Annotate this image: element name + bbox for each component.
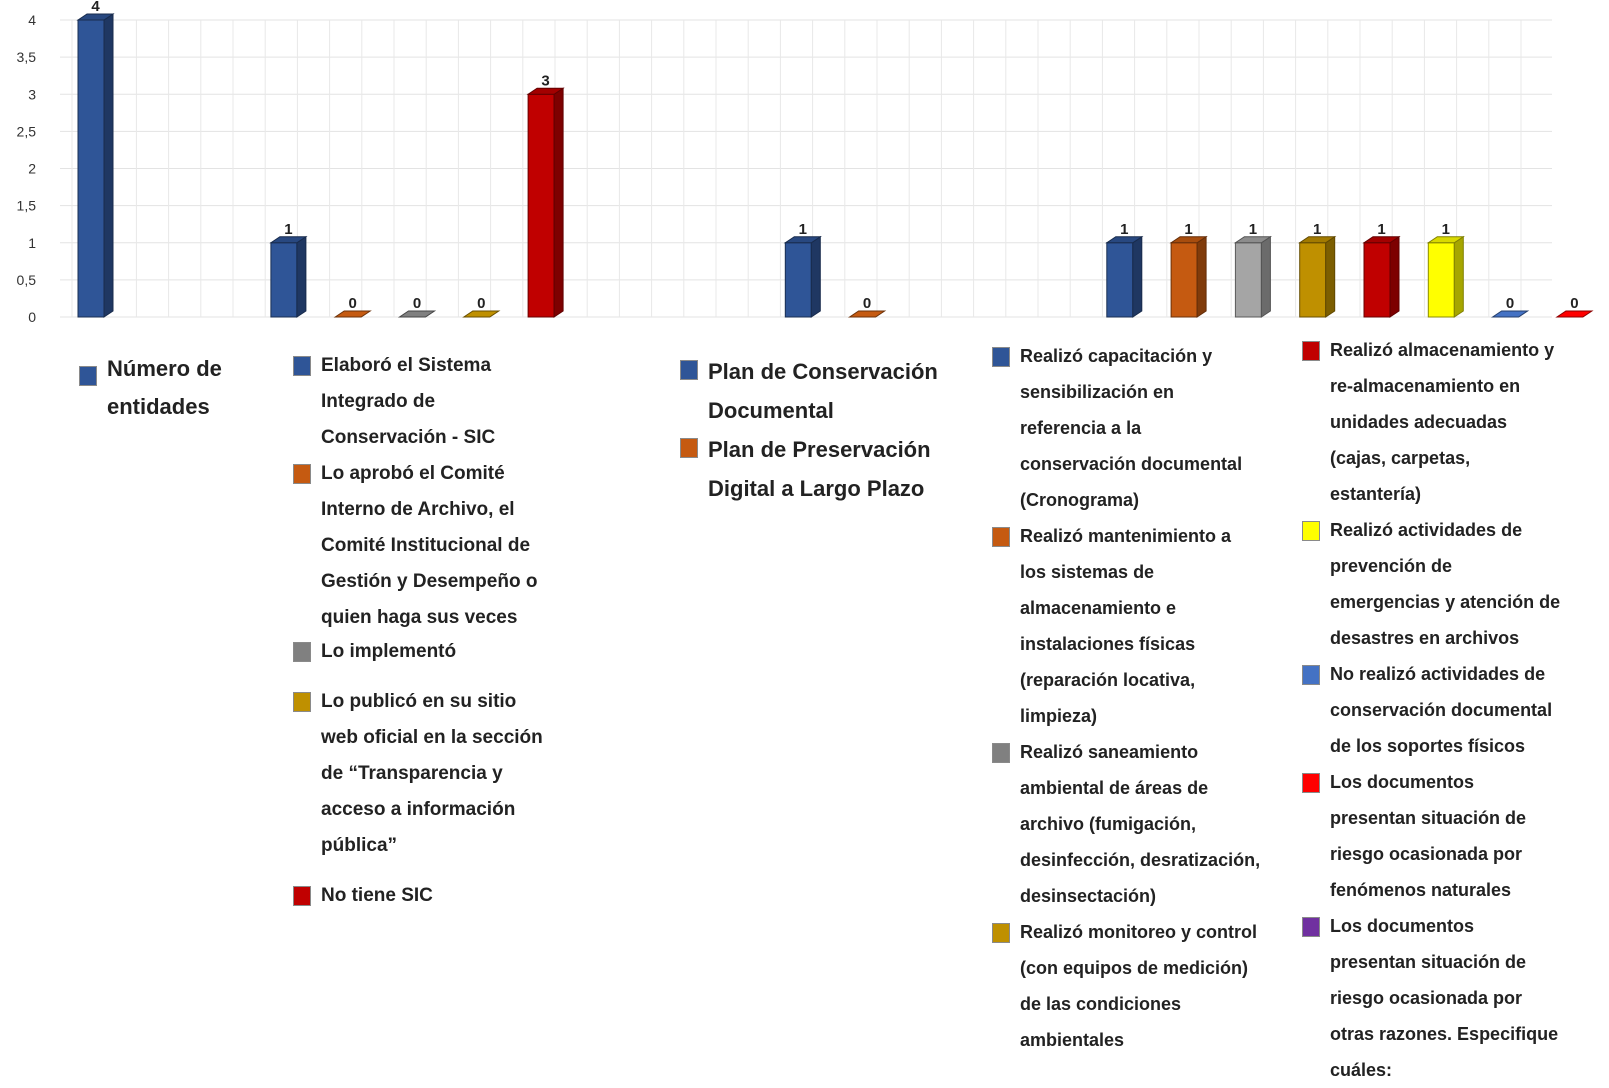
legend-item	[992, 914, 1262, 1058]
legend-label: Elaboró el Sistema Integrado de Conservación - SIC	[321, 355, 496, 448]
legend-swatch	[1302, 341, 1320, 361]
legend-label: Los documentos presentan situación de riesgo ocasionada por fenómenos naturales	[1330, 772, 1527, 900]
legend-label: Lo aprobó el Comité Interno de Archivo, el Comité Institucional de Gestión y Desempeño o quien haga sus veces	[321, 463, 538, 628]
legend-label: Plan de Conservación Documental	[708, 359, 938, 423]
bar	[1300, 243, 1326, 317]
legend-item	[1302, 656, 1562, 764]
bar	[528, 94, 554, 317]
bar-chart	[0, 0, 1609, 340]
legend-label: Realizó capacitación y sensibilización en referencia a la conservación documental (Cronograma)	[1020, 346, 1243, 510]
legend-swatch	[680, 438, 698, 458]
y-tick-label: 0,5	[16, 271, 36, 288]
data-label: 0	[477, 295, 486, 312]
legend-group-plans	[680, 352, 945, 508]
legend-item	[992, 734, 1262, 914]
bar	[78, 20, 104, 317]
legend-label: Los documentos presentan situación de riesgo ocasionada por otras razones. Especifique cuáles:	[1330, 916, 1559, 1080]
legend-item	[293, 456, 558, 636]
y-tick-label: 0	[28, 309, 36, 325]
data-label: 1	[1313, 220, 1322, 238]
data-label: 0	[348, 295, 357, 312]
data-label: 0	[862, 295, 872, 312]
bar-side	[1133, 237, 1142, 317]
legend-swatch	[293, 642, 311, 662]
legend-item	[680, 352, 945, 430]
data-label: 1	[1120, 220, 1129, 238]
legend-label: Realizó monitoreo y control (con equipos de medición) de las condiciones ambientales	[1020, 922, 1258, 1050]
legend-item	[293, 634, 558, 670]
legend-item	[293, 878, 558, 914]
data-label: 1	[1184, 220, 1193, 238]
legend-item	[992, 338, 1262, 518]
legend-label: Realizó mantenimiento a los sistemas de almacenamiento e instalaciones físicas (reparación locativa, limpieza)	[1020, 526, 1232, 726]
data-label: 1	[1441, 220, 1450, 238]
legend-item	[680, 430, 945, 508]
y-tick-label: 4	[28, 12, 36, 28]
data-label: 3	[541, 72, 550, 90]
legend-swatch	[293, 356, 311, 376]
data-label: 1	[284, 220, 293, 238]
data-label: 1	[1248, 220, 1258, 238]
legend-item	[79, 350, 239, 426]
legend-item	[293, 348, 558, 456]
bar-side	[1326, 237, 1335, 317]
legend-item	[293, 684, 558, 864]
legend-group-activities-a	[992, 338, 1262, 1058]
legend-swatch	[992, 347, 1010, 367]
legend-label: No tiene SIC	[321, 885, 433, 906]
bar-side	[297, 237, 306, 317]
legend-item	[992, 518, 1262, 734]
legend-swatch	[293, 464, 311, 484]
legend-swatch	[293, 886, 311, 906]
bar-side	[554, 88, 563, 317]
legend-label: Plan de Preservación Digital a Largo Plazo	[708, 437, 931, 501]
legend-swatch	[1302, 773, 1320, 793]
legend-label: Realizó saneamiento ambiental de áreas de archivo (fumigación, desinfección, desratización, desinsectación)	[1020, 742, 1261, 906]
data-label: 4	[91, 0, 100, 15]
legend-swatch	[1302, 665, 1320, 685]
legend-label: Lo publicó en su sitio web oficial en la sección de “Transparencia y acceso a información pública”	[321, 691, 543, 856]
bar-side	[104, 14, 113, 317]
legend-label: Número de entidades	[107, 356, 222, 419]
legend-swatch	[79, 366, 97, 386]
legend-item	[1302, 764, 1562, 908]
legend-item	[1302, 332, 1562, 512]
legend-group-activities-b	[1302, 332, 1562, 1088]
legend-item	[1302, 908, 1562, 1088]
legend-label: Realizó almacenamiento y re-almacenamiento en unidades adecuadas (cajas, carpetas, estantería)	[1330, 340, 1555, 504]
legend-item	[1302, 512, 1562, 656]
bar	[1171, 243, 1197, 317]
data-label: 0	[1570, 295, 1579, 312]
data-label: 1	[798, 220, 807, 238]
bar	[271, 243, 297, 317]
bar-side	[811, 237, 820, 317]
legend-swatch	[992, 743, 1010, 763]
bar	[1364, 243, 1390, 317]
legend-swatch	[992, 527, 1010, 547]
legend-swatch	[992, 923, 1010, 943]
y-tick-label: 2,5	[16, 123, 36, 140]
bar	[1428, 243, 1454, 317]
legend-swatch	[1302, 521, 1320, 541]
y-tick-label: 3	[28, 86, 36, 103]
data-label: 1	[1377, 220, 1386, 238]
legend-swatch	[1302, 917, 1320, 937]
legend-label: Lo implementó	[321, 641, 457, 662]
bar	[785, 243, 811, 317]
y-tick-label: 1,5	[16, 197, 36, 214]
data-label: 0	[1505, 295, 1515, 312]
y-tick-label: 1	[28, 234, 36, 251]
y-tick-label: 3,5	[16, 49, 36, 66]
legend-swatch	[680, 360, 698, 380]
bar	[1235, 243, 1261, 317]
legend-label: Realizó actividades de prevención de emergencias y atención de desastres en archivos	[1330, 520, 1561, 648]
bar	[1107, 243, 1133, 317]
y-tick-label: 2	[28, 160, 36, 177]
legend-group-sic	[293, 348, 558, 914]
bar-side	[1390, 237, 1399, 317]
legend-group-entities	[79, 350, 239, 426]
bar-side	[1197, 237, 1206, 317]
legend-label: No realizó actividades de conservación documental de los soportes físicos	[1330, 664, 1553, 756]
legend-swatch	[293, 692, 311, 712]
bar-side	[1454, 237, 1463, 317]
data-label: 0	[412, 295, 422, 312]
bar-side	[1261, 237, 1270, 317]
